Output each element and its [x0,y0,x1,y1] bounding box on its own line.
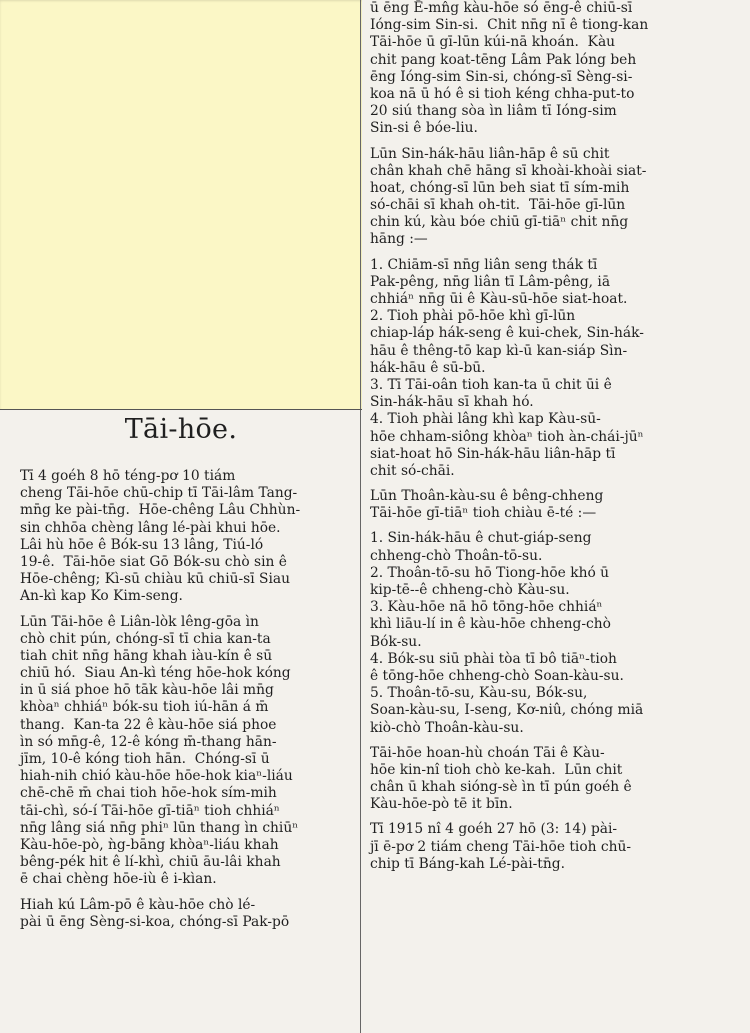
text-line: tiah chit nn̄g hāng khah iàu-kín ê sū [20,647,273,664]
text-line: jī ē-pơ 2 tiám cheng Tāi-hōe tioh chū- [370,838,632,855]
text-line: chit pang koat-tēng Lâm Pak lóng beh [370,51,637,68]
text-line: Ióng-sim Sin-si. Chit nn̄g nī ê tiong-kan [370,17,649,34]
text-line: 2. Thoân-tō-su hō Tiong-hōe khó ū [370,564,610,581]
text-line: chin kú, kàu bóe chiū gī-tiāⁿ chit nn̄g [370,214,629,231]
text-line: ē chai chèng hōe-iù ê i-kìan. [20,871,217,888]
text-line: hák-hāu ê sū-bū. [370,359,486,376]
text-line: sin chhōa chèng lâng lé-pài khui hōe. [20,519,281,536]
text-line: ū ēng Ē-mn̂g kàu-hōe só ēng-ê chiū-sī [370,0,633,16]
text-line: Lâi hù hōe ê Bók-su 13 lâng, Tiú-ló [20,536,264,553]
text-line: hoat, chóng-sī lūn beh siat tī sím-mih [370,179,630,196]
text-line: ēng Ióng-sim Sin-si, chóng-sī Sèng-si- [370,68,633,85]
text-line: thang. Kan-ta 22 ê kàu-hōe siá phoe [20,716,277,733]
text-line: Lūn Tāi-hōe ê Liân-lòk lêng-gōa ìn [20,613,259,630]
text-line: ìn só mn̄g-ê, 12-ê kóng m̄-thang hān- [20,733,277,750]
left-column-text [20,468,360,931]
text-line: chiū hó. Siau An-kì téng hōe-hok kóng [20,665,291,682]
text-line: chò chit pún, chóng-sī tī chia kan-ta [20,630,271,647]
text-line: Tī 1915 nî 4 goéh 27 hō (3: 14) pài- [370,821,618,838]
text-line [20,889,360,897]
text-line: Hiah kú Lâm-pō ê kàu-hōe chò lé- [20,896,256,913]
text-line: kip-tē--ê chheng-chò Kàu-su. [370,582,570,598]
text-line: hōe chham-siông khòaⁿ tioh àn-chái-jūⁿ [370,428,644,445]
text-line [370,737,742,745]
text-line: chheng-chò Thoân-tō-su. [370,547,543,564]
text-line: kiò-chò Thoân-kàu-su. [370,719,524,736]
text-line: hiah-nih chió kàu-hōe hōe-hok kiaⁿ-liáu [20,768,293,785]
text-line: khì liāu-lí in ê kàu-hōe chheng-chò [370,616,611,633]
text-line: Hōe-chêng; Kì-sū chiàu kū chiū-sī Siau [20,571,291,588]
text-line: khòaⁿ chhiáⁿ bók-su tioh iú-hān á m̄ [20,699,269,716]
text-line: chē-chē m̄ chai tioh hōe-hok sím-mih [20,785,277,802]
text-line: Bók-su. [370,633,422,650]
text-line: pài ū ēng Sèng-si-koa, chóng-sī Pak-pō [20,913,290,930]
text-line: Lūn Thoân-kàu-su ê bêng-chheng [370,488,604,505]
text-line: 1. Sin-hák-hāu ê chut-giáp-seng [370,530,592,547]
text-line: Lūn Sin-hák-hāu liân-hāp ê sū chit [370,145,610,162]
text-line: 5. Thoân-tō-su, Kàu-su, Bók-su, [370,685,588,702]
text-line [370,138,742,146]
right-column-text [370,0,742,873]
text-line: hōe kin-nî tioh chò ke-kah. Lūn chit [370,761,623,778]
text-line: 4. Tioh phài lâng khì kap Kàu-sū- [370,411,601,428]
text-line: in ū siá phoe hō tāk kàu-hōe lâi mn̄g [20,682,274,699]
article-title: Tāi-hōe. [124,414,238,445]
sticky-note [0,0,362,410]
text-line: An-kì kap Ko Kim-seng. [20,588,183,605]
text-line: 4. Bók-su siū phài tòa tī bô tiāⁿ-tioh [370,650,617,667]
text-line: chân khah chē hāng sī khoài-khoài siat- [370,162,647,179]
text-line: chit só-chāi. [370,462,455,479]
text-line: 3. Tī Tāi-oân tioh kan-ta ū chit ūi ê [370,376,612,393]
text-line: Kàu-hōe-pò, ǹg-bāng khòaⁿ-liáu khah [20,836,279,853]
text-line [370,480,742,488]
text-line: siat-hoat hō Sin-hák-hāu liân-hāp tī [370,445,616,462]
text-line: koa nā ū hó ê si tioh kéng chha-put-to [370,85,635,102]
text-line: 3. Kàu-hōe nā hō tōng-hōe chhiáⁿ [370,599,603,616]
text-line: Tāi-hōe ū gī-lūn kúi-nā khoán. Kàu [370,34,616,51]
text-line: 19-ê. Tāi-hōe siat Gō Bók-su chò sin ê [20,553,287,570]
text-line: Sin-si ê bóe-liu. [370,120,478,137]
text-line: bêng-pék hit ê lí-khì, chiū āu-lâi khah [20,854,281,871]
text-line: nn̄g lâng siá nn̄g phiⁿ lūn thang ìn chiūⁿ [20,819,299,836]
text-line [370,522,742,530]
text-line [20,606,360,614]
text-line: Kàu-hōe-pò tē it bīn. [370,796,513,813]
text-line: 20 siú thang sòa ìn liâm tī Ióng-sim [370,103,617,120]
text-line: Soan-kàu-su, I-seng, Kơ-niû, chóng miā [370,702,644,719]
text-line: Tāi-hōe hoan-hù choán Tāi ê Kàu- [370,744,605,761]
section-rule [0,409,362,410]
text-line: Tī 4 goéh 8 hō téng-pơ 10 tiám [20,468,236,484]
text-line: cheng Tāi-hōe chū-chip tī Tāi-lâm Tang- [20,485,298,502]
text-line: só-chāi sī khah oh-tit. Tāi-hōe gī-lūn [370,197,626,214]
text-line: jīm, 10-ê kóng tioh hān. Chóng-sī ū [20,751,270,767]
column-divider [360,0,361,1033]
text-line: tāi-chì, só-í Tāi-hōe gī-tiāⁿ tioh chhiáⁿ [20,802,280,819]
text-line: hāng :— [370,231,428,248]
text-line: 2. Tioh phài pō-hōe khì gī-lūn [370,308,576,325]
text-line: chiap-láp hák-seng ê kui-chek, Sin-hák- [370,325,644,342]
text-line: hāu ê thêng-tō kap kì-ū kan-siáp Sìn- [370,342,628,359]
text-line: Sin-hák-hāu sī khah hó. [370,394,534,411]
text-line: chhiáⁿ nn̄g ūi ê Kàu-sū-hōe siat-hoat. [370,291,628,307]
text-line: ê tōng-hōe chheng-chò Soan-kàu-su. [370,667,624,684]
text-line: Pak-pêng, nn̄g liân tī Lâm-pêng, iā [370,273,611,290]
text-line: Tāi-hōe gī-tiāⁿ tioh chiàu ē-té :— [370,505,597,522]
text-line: chân ū khah sióng-sè ìn tī pún goéh ê [370,779,632,796]
text-line [370,813,742,821]
text-line: 1. Chiām-sī nn̄g liân seng thák tī [370,256,598,273]
text-line [370,249,742,257]
text-line: mn̄g ke pài-tn̄g. Hōe-chêng Lâu Chhùn- [20,502,301,519]
text-line: chip tī Báng-kah Lé-pài-tn̄g. [370,855,565,872]
